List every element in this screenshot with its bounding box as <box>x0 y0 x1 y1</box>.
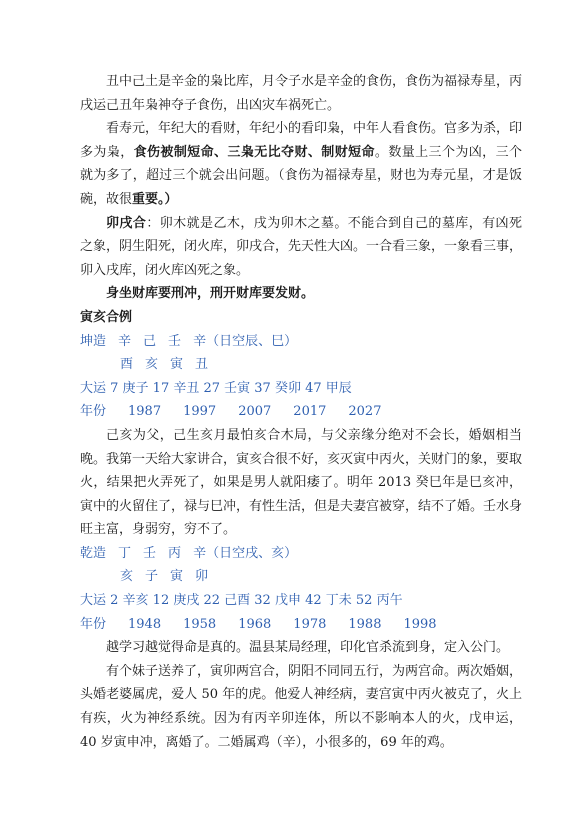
paragraph-2: 看寿元，年纪大的看财，年纪小的看印枭，中年人看食伤。官多为杀，印多为枭，食伤被制短命、三枭无比夺财、制财短命。数量上三个为凶，三个就为多了，超过三个就会出问题。（食伤为福禄寿星，财也为寿元星，才是饭碗，故很重要。） <box>80 121 523 207</box>
key-statement: 身坐财库要刑冲，刑开财库要发财。 <box>106 286 315 302</box>
case1-years: 年份 1987 1997 2007 2017 2027 <box>80 404 382 420</box>
case2-line2: 亥 子 寅 卯 <box>120 569 209 585</box>
paragraph-6: 越学习越觉得命是真的。温县某局经理，印化官杀流到身，定入公门。 <box>106 640 510 656</box>
paragraph-3: 卯戌合：卯木就是乙木，戌为卯木之墓。不能合到自己的墓库，有凶死之象，阴生阳死，闭火库，卯戌合，先天性大凶。一合看三象，一象看三事，卯入戌库，闭火库凶死之象。 <box>80 215 523 278</box>
paragraph-1: 丑中己土是辛金的枭比库，月令子水是辛金的食伤，食伤为福禄寿星，丙戌运己丑年枭神夺子食伤，出凶灾车祸死亡。 <box>80 74 523 113</box>
case2-years: 年份 1948 1958 1968 1978 1988 1998 <box>80 616 437 632</box>
case2-dayun: 大运 2 辛亥 12 庚戌 22 己酉 32 戊申 42 丁未 52 丙午 <box>80 593 403 609</box>
case2-line1: 乾造 丁 壬 丙 辛（日空戌、亥） <box>80 545 298 561</box>
case1-line2: 酉 亥 寅 丑 <box>120 357 209 373</box>
paragraph-5: 己亥为父，己生亥月最怕亥合木局，与父亲缘分绝对不会长，婚姻相当晚。我第一天给大家讲合，寅亥合很不好，亥灭寅中丙火，关财门的象，要取火，结果把火弄死了，如果是男人就阳痿了。明年 2013 癸巳年是巳亥冲，寅中的火留住了，禄与巳冲，有性生活，但是夫妻宫被穿，结不了婚。壬水身旺主富，身弱穷，穷不了。 <box>80 427 523 538</box>
paragraph-7: 有个妹子送养了，寅卯两宫合，阴阳不同同五行，为两宫命。两次婚姻，头婚老婆属虎，爱人 50 年的虎。他爱人神经病，妻宫寅中丙火被克了，火上有疾，火为神经系统。因为有丙辛卯连体，所以不影响本人的火，戊申运，40 岁寅申冲，离婚了。二婚属鸡（辛），小很多的，69 年的鸡。 <box>80 663 523 750</box>
section-heading: 寅亥合例 <box>80 309 133 325</box>
case1-line1: 坤造 辛 己 壬 辛（日空辰、巳） <box>80 333 298 349</box>
case1-dayun: 大运 7 庚子 17 辛丑 27 壬寅 37 癸卯 47 甲辰 <box>80 380 352 396</box>
